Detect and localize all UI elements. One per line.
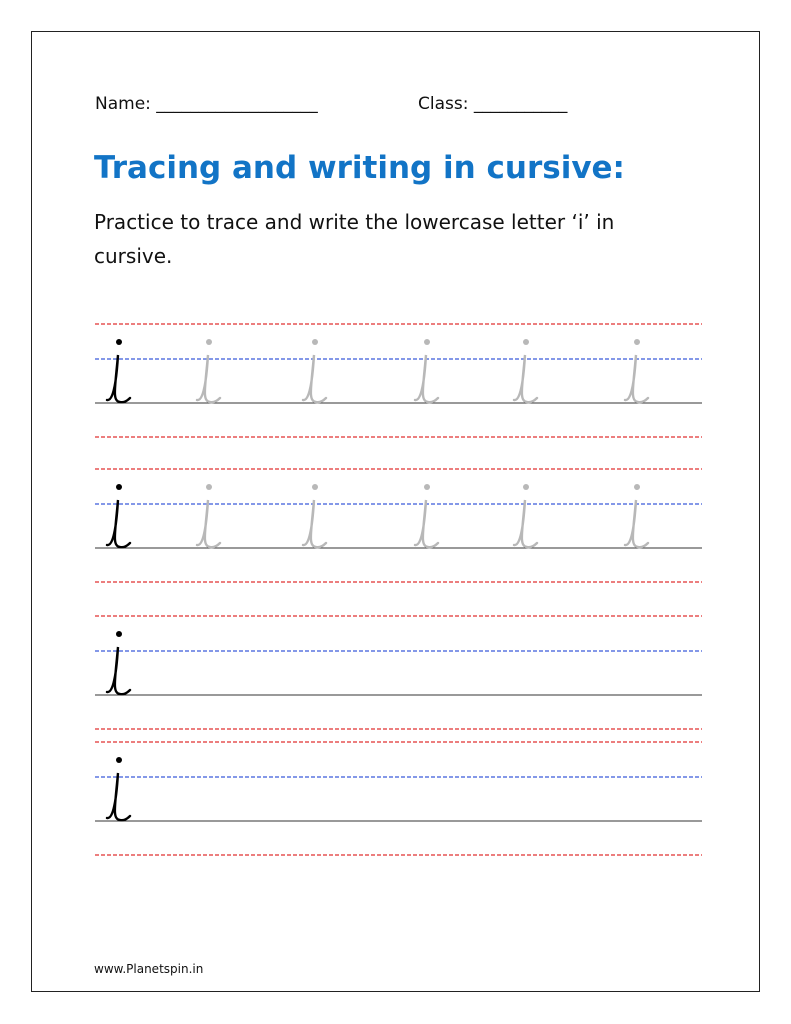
trace-letter-i bbox=[415, 484, 438, 547]
worksheet-title: Tracing and writing in cursive: bbox=[94, 150, 625, 186]
trace-letter-i bbox=[415, 339, 438, 402]
trace-letter-i bbox=[625, 339, 648, 402]
trace-letter-i bbox=[197, 339, 220, 402]
trace-letter-i bbox=[514, 484, 537, 547]
trace-letter-i bbox=[514, 339, 537, 402]
model-letter-i bbox=[107, 484, 130, 547]
name-field[interactable]: Name: ___________________ bbox=[95, 94, 318, 114]
trace-letter-i bbox=[303, 339, 326, 402]
trace-letter-i bbox=[303, 484, 326, 547]
model-letter-i bbox=[107, 339, 130, 402]
footer-link[interactable]: www.Planetspin.in bbox=[94, 962, 204, 976]
class-field[interactable]: Class: ___________ bbox=[418, 94, 568, 114]
trace-letter-i bbox=[197, 484, 220, 547]
model-letter-i bbox=[107, 631, 130, 694]
instructions: Practice to trace and write the lowercase letter ‘i’ in cursive. bbox=[94, 210, 615, 268]
model-letter-i bbox=[107, 757, 130, 820]
trace-letter-i bbox=[625, 484, 648, 547]
